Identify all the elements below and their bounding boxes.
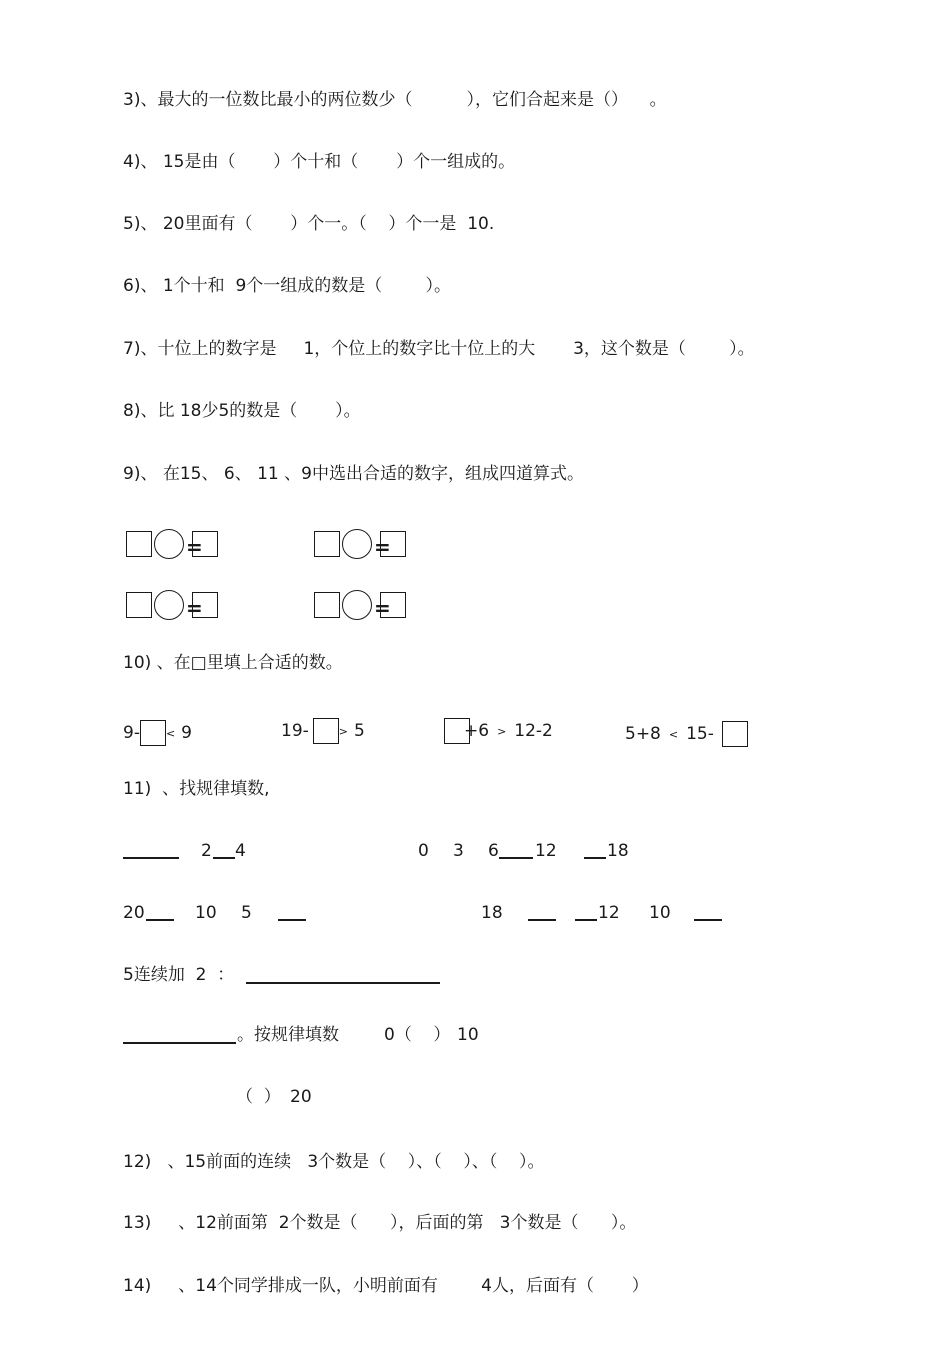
blank-line[interactable] [278,905,306,921]
question-12: 12) 、15前面的连续 3个数是（ ）、（ ）、（ ）。 [123,1152,545,1172]
blank-line[interactable] [528,905,556,921]
question-8: 8)、比 18少5的数是（ ）。 [123,401,361,421]
inequality-1: 9- < 9 [123,720,192,746]
operator-circle[interactable] [154,529,184,559]
equals-box[interactable]: = [186,592,218,618]
question-4: 4)、 15是由（ ）个十和（ ）个一组成的。 [123,152,516,172]
answer-box[interactable] [314,592,340,618]
question-3: 3)、最大的一位数比最小的两位数少（ ），它们合起来是（） 。 [123,90,667,110]
answer-box[interactable] [126,531,152,557]
inequality-4: 5+8 < 15- [625,721,748,747]
equals-box[interactable]: = [374,531,406,557]
blank-line[interactable] [584,843,606,859]
blank-line[interactable] [146,905,174,921]
equation-template [126,590,218,620]
blank-line[interactable] [499,843,533,859]
question-13: 13) 、12前面第 2个数是（ ），后面的第 3个数是（ ）。 [123,1213,637,1233]
blank-line[interactable] [575,905,597,921]
blank-line[interactable] [213,843,235,859]
equation-template [126,529,218,559]
question-7: 7)、十位上的数字是 1，个位上的数字比十位上的大 3，这个数是（ ）。 [123,339,755,359]
answer-line[interactable] [123,1028,236,1044]
operator-circle[interactable] [342,529,372,559]
operator-circle[interactable] [154,590,184,620]
answer-line[interactable] [246,968,440,984]
answer-box[interactable] [313,718,339,744]
inequality-3: +6 > 12-2 [444,718,553,744]
sequence-label: 5连续加 2 ： [123,965,235,985]
equals-box[interactable]: = [186,531,218,557]
question-5: 5)、 20里面有（ ）个一。（ ）个一是 10. [123,214,495,234]
equals-box[interactable]: = [374,592,406,618]
question-14: 14) 、14个同学排成一队，小明前面有 4人，后面有（ ） [123,1276,649,1296]
inequality-2: 19- > 5 [281,718,365,744]
blank-line[interactable] [694,905,722,921]
question-6: 6)、 1个十和 9个一组成的数是（ ）。 [123,276,452,296]
question-9: 9)、 在15、 6、 11 、9中选出合适的数字，组成四道算式。 [123,464,584,484]
question-10: 10) 、在□里填上合适的数。 [123,653,343,673]
answer-box[interactable] [126,592,152,618]
answer-box[interactable] [140,720,166,746]
answer-box[interactable] [722,721,748,747]
operator-circle[interactable] [342,590,372,620]
equation-template [314,590,406,620]
answer-box[interactable] [314,531,340,557]
question-11: 11) 、找规律填数, [123,779,270,799]
blank-line[interactable] [123,843,179,859]
equation-template [314,529,406,559]
